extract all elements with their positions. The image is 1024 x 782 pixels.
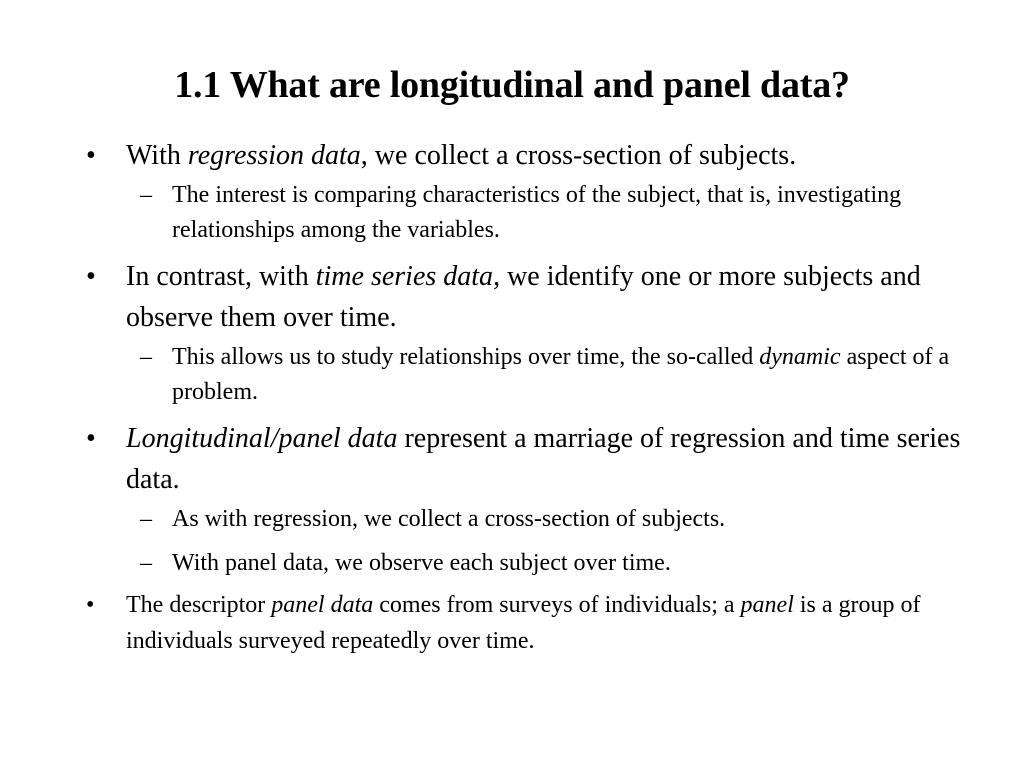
bullet-text-pre: With: [126, 140, 188, 171]
dash-icon: –: [140, 182, 152, 208]
subbullet-dynamic: [0, 340, 1024, 410]
bullet-text-emphasis: panel data: [271, 592, 374, 618]
bullet-text-post: , we identify one or more subjects and observe them over time.: [126, 261, 921, 333]
bullet-descriptor-panel-data: [0, 587, 1024, 659]
subbullet-text-post: aspect of a problem.: [172, 344, 950, 405]
subbullet-interest: [0, 178, 1024, 248]
subbullet-text: The interest is comparing characteristics of the subject, that is, investigating relationships among the variables.: [172, 182, 902, 243]
bullet-text-post: is a group of individuals surveyed repeatedly over time.: [126, 592, 921, 654]
bullet-text-post: represent a marriage of regression and time series data.: [126, 423, 961, 495]
bullet-regression-data: [0, 135, 1024, 176]
bullet-text-emphasis: regression data: [187, 140, 361, 171]
bullet-text-pre: The descriptor: [126, 592, 272, 618]
bullet-text-pre: In contrast, with: [126, 261, 316, 292]
bullet-time-series-data: [0, 256, 1024, 338]
bullet-list: [0, 135, 1024, 659]
subbullet-text-emphasis: dynamic: [759, 344, 841, 370]
bullet-dot-icon: •: [86, 423, 96, 454]
dash-icon: –: [140, 506, 152, 532]
bullet-longitudinal-panel-data: [0, 418, 1024, 500]
bullet-dot-icon: •: [86, 140, 96, 171]
dash-icon: –: [140, 550, 152, 576]
slide-title: 1.1 What are longitudinal and panel data?: [174, 64, 850, 106]
subbullet-text: As with regression, we collect a cross-section of subjects.: [172, 506, 726, 532]
bullet-dot-icon: •: [86, 261, 96, 292]
bullet-text-emphasis: time series data: [315, 261, 494, 292]
bullet-text-mid: comes from surveys of individuals; a: [373, 592, 741, 618]
bullet-text-post: , we collect a cross-section of subjects.: [360, 140, 797, 171]
bullet-dot-icon: •: [86, 592, 95, 618]
subbullet-cross-section: [0, 502, 1024, 537]
subbullet-text: With panel data, we observe each subject over time.: [172, 550, 671, 576]
bullet-text-emphasis: panel: [740, 592, 794, 618]
dash-icon: –: [140, 344, 152, 370]
subbullet-text-pre: This allows us to study relationships over time, the so-called: [172, 344, 760, 370]
subbullet-over-time: [0, 546, 1024, 581]
bullet-text-emphasis: Longitudinal/panel data: [126, 423, 398, 454]
